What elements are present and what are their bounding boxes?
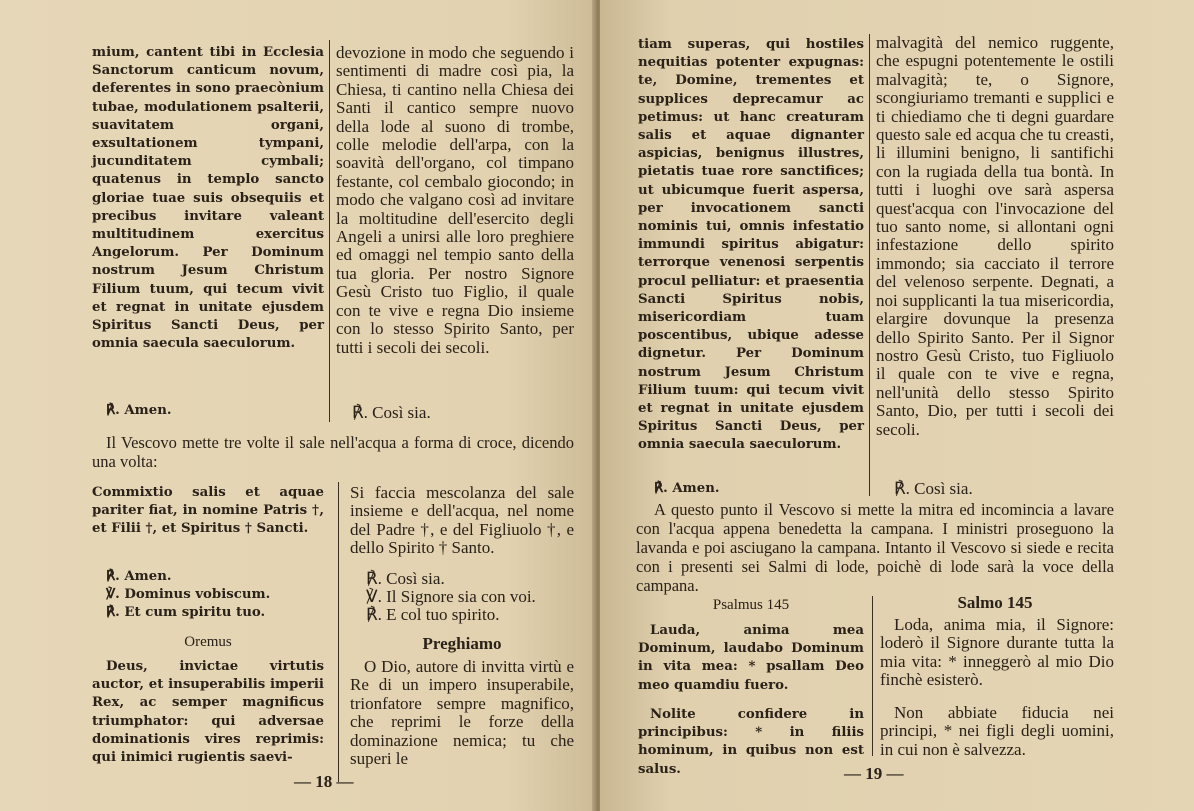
latin-response: ℟. Amen.	[106, 403, 172, 418]
italian-response-cosi: ℟. Così sia.	[366, 569, 445, 588]
latin-prayer-continued: tiam superas, qui hostiles nequitias potenter expugnas: te, Domine, trementes et supplices deprecamur ac petimus: ut hanc creaturam salis et aquae dignanter aspicias, benignus illustres, pietatis tuae rore sanctifices; ut ubicumque fuerit aspersa, per invocationem sancti nominis tui, omnis infestatio immundi spiritus abigatur: terrorque venenosi serpentis procul pelliatur: et praesentia Sancti Spiritus nobis, misericordiam tuam poscentibus, ubique adesse dignetur. Per Dominum nostrum Jesum Christum Filium tuum: qui tecum vivit et regnat in unitate ejusdem Spiritus Sancti Deus, per omnia saecula saeculorum.	[638, 37, 864, 453]
column-divider-2	[338, 482, 339, 782]
page-number-right: — 19 —	[844, 764, 904, 783]
italian-versicle: ℣. Il Signore sia con voi.	[366, 587, 536, 606]
oremus-heading: Oremus	[184, 634, 232, 650]
latin-oratio-text: Deus, invictae virtutis auctor, et insuperabilis imperii Rex, ac semper magnificus triumphator: qui adversae dominationis vires reprimis: qui inimici rugientis saevi-	[92, 659, 324, 766]
right-page	[600, 0, 1194, 811]
latin-prayer-text: mium, cantent tibi in Ecclesia Sanctorum canticum novum, deferentes in sono praecònium tubae, modulationem psalterii, suavitatem organi, exsultationem tympani, jucunditatem cymbali; quatenus in templo sancto gloriae tuae suis obsequiis et precibus invitare valeant multitudinem exercitus Angelorum. Per Dominum nostrum Jesum Christum Filium tuum, qui tecum vivit et regnat in unitate ejusdem Spiritus Sancti Deus, per omnia saecula saeculorum.	[92, 45, 324, 352]
rubric-washing-bell: A questo punto il Vescovo si mette la mitra ed incomincia a lavare con l'acqua appena benedetta la campana. I ministri proseguono la lavanda e poi asciugano la campana. Intanto il Vescovo si siede e recita con i presenti sei Salmi di lode, poichè di lode sarà la voce della campana.	[636, 500, 1114, 595]
page-number-left: — 18 —	[294, 772, 354, 791]
latin-response-spiritu: ℟. Et cum spiritu tuo.	[106, 605, 266, 620]
psalm-latin-verse-2: Nolite confidere in principibus: * in filiis hominum, in quibus non est salus.	[638, 707, 864, 777]
latin-versicle: ℣. Dominus vobiscum.	[106, 587, 271, 602]
italian-blessing-text: Si faccia mescolanza del sale insieme e dell'acqua, nel nome del Padre †, e del Figliuolo †, e dello Spirito † Santo.	[350, 483, 574, 558]
psalm-italian-verse-2: Non abbiate fiducia nei principi, * nei figli degli uomini, in cui non è salvezza.	[880, 703, 1114, 759]
psalm-italian-title: Salmo 145	[957, 593, 1033, 612]
preghiamo-heading: Preghiamo	[422, 634, 502, 653]
psalm-italian-verse-1: Loda, anima mia, il Signore: loderò il Signore durante tutta la mia vita: * inneggerò al mio Dio finchè esisterò.	[880, 615, 1114, 690]
left-page	[0, 0, 596, 811]
latin-blessing-text: Commixtio salis et aquae pariter fiat, in nomine Patris †, et Filii †, et Spiritus † Sancti.	[92, 485, 324, 537]
psalm-latin-verse-1: Lauda, anima mea Dominum, laudabo Dominum in vita mea: * psallam Deo meo quamdiu fuero.	[638, 623, 864, 693]
column-divider	[329, 40, 330, 422]
italian-response-cosi-right: ℟. Così sia.	[894, 479, 973, 498]
italian-response: ℟. Così sia.	[352, 403, 431, 422]
latin-response-amen-right: ℟. Amen.	[654, 481, 720, 496]
italian-response-spirito: ℟. E col tuo spirito.	[366, 605, 500, 624]
column-divider-psalm	[872, 596, 873, 756]
latin-response-amen: ℟. Amen.	[106, 569, 172, 584]
italian-prayer-continued: malvagità del nemico ruggente, che espugni potentemente le ostili malvagità; te, o Signore, scongiuriamo tremanti e supplici e ti chiediamo che ti degni guardare questo sale ed acqua che tu creasti, li illumini benigno, li santifichi con la rugiada della tua bontà. In tutti i luoghi ove sarà aspersa quest'acqua con l'invocazione del tuo santo nome, si allontani ogni infestazione dello spirito immondo; sia cacciato il terrore del velenoso serpente. Degnati, a noi supplicanti la tua misericordia, elargire dovunque la presenza dello Spirito Santo. Per il Signor nostro Gesù Cristo, tuo Figliuolo il quale con te vive e regna, nell'unità dello stesso Spirito Santo, Dio, per tutti i secoli dei secoli.	[876, 33, 1114, 439]
italian-oratio-text: O Dio, autore di invitta virtù e Re di un impero insuperabile, trionfatore sempre magnifico, che reprimi le forze della dominazione nemica; tu che superi le	[350, 657, 574, 769]
column-divider-right	[869, 34, 870, 496]
italian-prayer-text: devozione in modo che seguendo i sentimenti di madre così pia, la Chiesa, ti cantino nella Chiesa dei Santi il cantico sempre nuovo della lode al suono di trombe, colle melodie dell'arpa, con la soavità dell'organo, col timpano festante, col cembalo giocondo; in modo che valgano così ad invitare la moltitudine dell'esercito degli Angeli a unirsi alle loro preghiere ed omaggi nel tempio santo della tua gloria. Per nostro Signore Gesù Cristo tuo Figlio, il quale con te vive e regna Dio insieme con lo stesso Spirito Santo, per tutti i secoli dei secoli.	[336, 43, 574, 357]
psalm-latin-title: Psalmus 145	[712, 597, 790, 613]
rubric-instruction: Il Vescovo mette tre volte il sale nell'acqua a forma di croce, dicendo una volta:	[92, 433, 574, 471]
